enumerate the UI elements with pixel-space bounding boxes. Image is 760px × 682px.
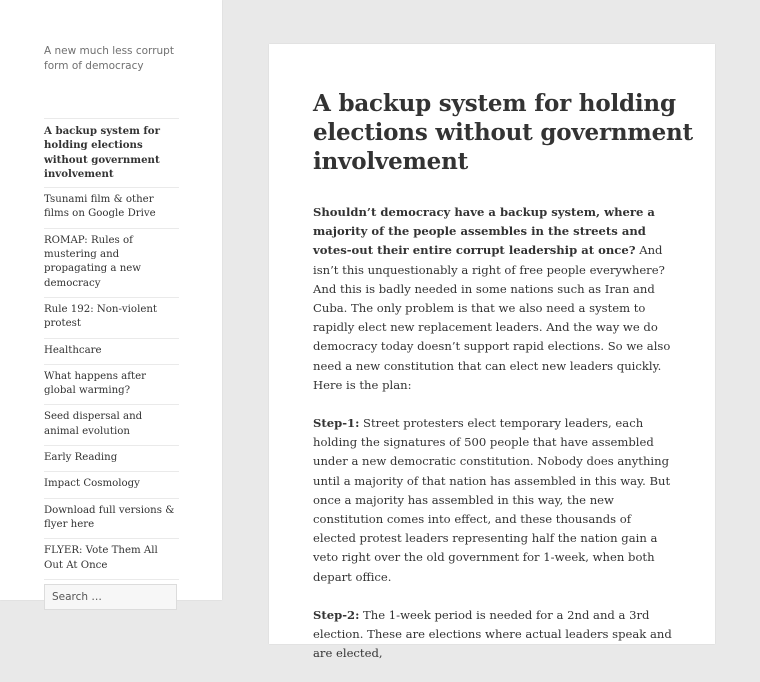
nav-item-healthcare	[44, 339, 179, 365]
article	[269, 44, 715, 661]
page-title: A backup system for holding elections without government involvement	[313, 90, 693, 175]
sidebar	[0, 0, 222, 600]
intro-text: And isn’t this unquestionably a right of free people everywhere? And this is badly needed in some nations such as Iran and Cuba. The only problem is that we also need a system to rapidly elect new replacement leaders. And the way we do democracy today doesn’t support rapid elections. So we also need a new constitution that can elect new leaders quickly. Here is the plan:	[313, 243, 671, 392]
step-2-paragraph	[313, 606, 677, 664]
nav-link[interactable]: Healthcare	[44, 344, 102, 356]
nav-link[interactable]: A backup system for holding elections without government involvement	[44, 125, 160, 180]
step-1-text: Street protesters elect temporary leaders, each holding the signatures of 500 people that have assembled under a new democratic constitution. Nobody does anything until a majority of that nation has assembled in this way. But once a majority has assembled in this way, the new constitution comes into effect, and these thousands of elected protest leaders representing half the nation gain a veto right over the old government for 1-week, when both depart office.	[313, 416, 671, 584]
nav-link[interactable]: ROMAP: Rules of mustering and propagating a new democracy	[44, 234, 142, 289]
search-input[interactable]	[44, 584, 177, 610]
nav-item-impact-cosmology	[44, 472, 179, 498]
nav-link[interactable]: Early Reading	[44, 452, 118, 464]
nav-item-download	[44, 499, 179, 540]
nav-item-romap	[44, 229, 179, 298]
nav-item-early-reading	[44, 446, 179, 472]
nav-item-global-warming	[44, 365, 179, 406]
article-content	[313, 203, 677, 682]
nav-link[interactable]: What happens after global warming?	[44, 370, 147, 397]
nav-link[interactable]: FLYER: Vote Them All Out At Once	[44, 545, 158, 571]
nav-link[interactable]: Rule 192: Non-violent protest	[44, 303, 158, 330]
step-2-text: The 1-week period is needed for a 2nd and a 3rd election. These are elections where actual leaders speak and are elected,	[313, 607, 672, 661]
nav-item-tsunami-film	[44, 188, 179, 229]
nav-item-rule-192	[44, 298, 179, 339]
intro-bold-text: Shouldn’t democracy have a backup system, where a majority of the people assembles in the streets and votes-out their entire corrupt leadership at once?	[313, 205, 655, 258]
step-2-label: Step-2:	[313, 607, 360, 622]
sidebar-nav	[44, 118, 179, 606]
nav-item-backup-system	[44, 119, 179, 188]
step-1-paragraph	[313, 414, 677, 587]
nav-link[interactable]: Download full versions & flyer here	[44, 504, 175, 530]
nav-link[interactable]: Impact Cosmology	[44, 478, 140, 490]
nav-link[interactable]: Tsunami film & other films on Google Drive	[44, 194, 156, 220]
nav-item-seed-dispersal	[44, 405, 179, 446]
intro-paragraph	[313, 203, 677, 395]
nav-item-flyer	[44, 539, 179, 580]
nav-link[interactable]: Seed dispersal and animal evolution	[44, 411, 143, 437]
step-1-label: Step-1:	[313, 416, 360, 431]
site-description: A new much less corrupt form of democracy	[44, 45, 174, 72]
